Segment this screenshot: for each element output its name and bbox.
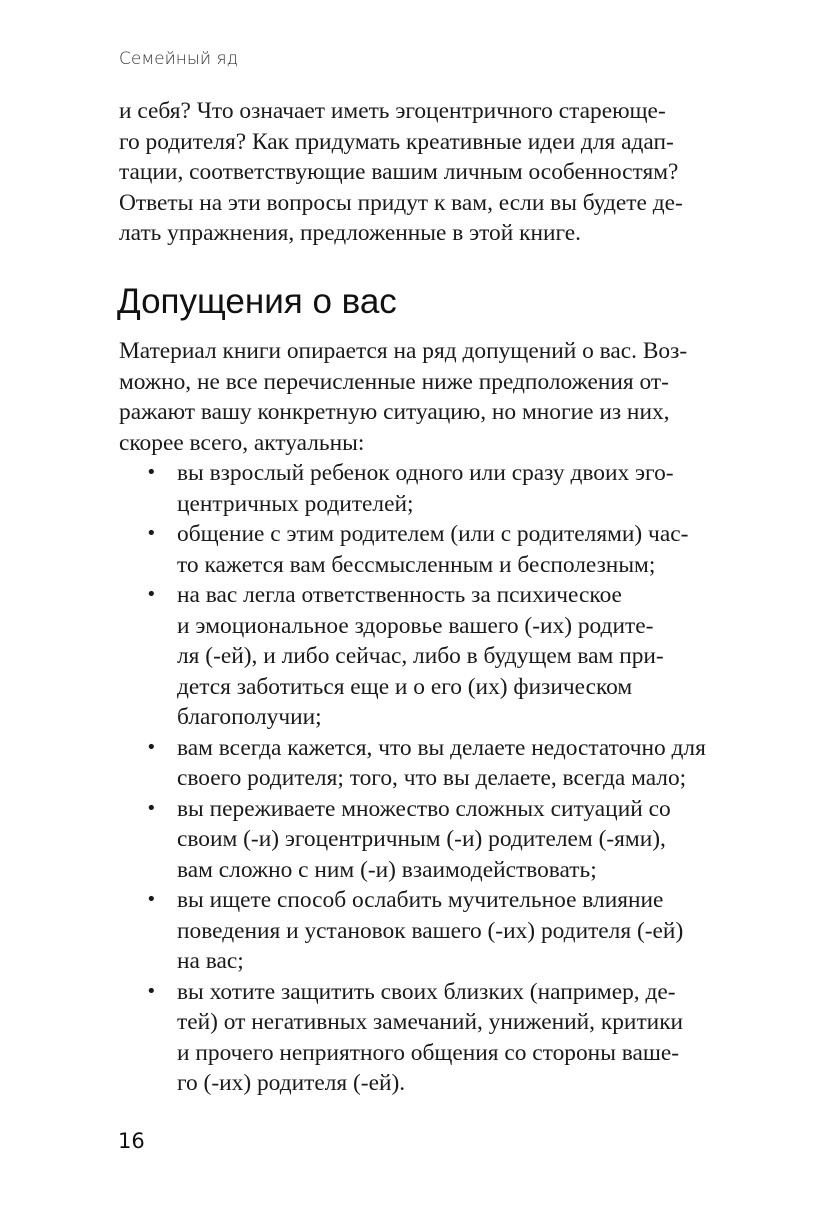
intro-line: тации, соответствующие вашим личным особенностям?: [119, 159, 679, 185]
list-item-line: своего родителя; того, что вы делаете, всегда мало;: [177, 765, 687, 791]
list-item-line: благополучии;: [177, 704, 322, 730]
list-item-line: то кажется вам бессмысленным и бесполезным;: [177, 552, 656, 578]
intro-line: го родителя? Как придумать креативные идеи для адап-: [119, 129, 674, 155]
bullet-marker: •: [146, 798, 157, 819]
bullet-marker: •: [146, 462, 157, 483]
paragraph-line: Материал книги опирается на ряд допущений о вас. Воз-: [119, 338, 688, 364]
list-item-line: дется заботиться еще и о его (их) физическом: [177, 674, 633, 700]
running-header: Семейный яд: [119, 49, 239, 69]
bullet-marker: •: [146, 737, 157, 758]
bullet-marker: •: [146, 981, 157, 1002]
paragraph-line: скорее всего, актуальны:: [119, 430, 365, 456]
list-item-line: поведения и установок вашего (-их) родителя (-ей): [177, 918, 684, 944]
list-item-line: центричных родителей;: [177, 491, 414, 517]
list-item-line: вы ищете способ ослабить мучительное влияние: [177, 887, 664, 913]
list-item-line: вы взрослый ребенок одного или сразу двоих эго-: [177, 460, 674, 486]
list-item-line: и эмоциональное здоровье вашего (-их) родите-: [177, 613, 654, 639]
list-item-line: тей) от негативных замечаний, унижений, критики: [177, 1009, 684, 1035]
paragraph-line: можно, не все перечисленные ниже предположения от-: [119, 369, 669, 395]
intro-line: лать упражнения, предложенные в этой книге.: [119, 220, 582, 246]
intro-line: и себя? Что означает иметь эгоцентричного стареюще-: [119, 98, 666, 124]
list-item-line: общение с этим родителем (или с родителями) час-: [177, 521, 689, 547]
list-item-line: своим (-и) эгоцентричным (-и) родителем (-ями),: [177, 826, 666, 852]
list-item-line: на вас;: [177, 948, 244, 974]
bullet-marker: •: [146, 584, 157, 605]
list-item-line: и прочего неприятного общения со стороны ваше-: [177, 1040, 680, 1066]
intro-line: Ответы на эти вопросы придут к вам, если вы будете де-: [119, 190, 683, 216]
section-title: Допущения о вас: [117, 282, 397, 321]
paragraph-line: ражают вашу конкретную ситуацию, но многие из них,: [119, 399, 670, 425]
page-number: 16: [118, 1129, 145, 1153]
bullet-marker: •: [146, 889, 157, 910]
list-item-line: вам всегда кажется, что вы делаете недостаточно для: [177, 735, 706, 761]
list-item-line: вы хотите защитить своих близких (например, де-: [177, 979, 676, 1005]
list-item-line: на вас легла ответственность за психическое: [177, 582, 622, 608]
list-item-line: вам сложно с ним (-и) взаимодействовать;: [177, 857, 597, 883]
list-item-line: ля (-ей), и либо сейчас, либо в будущем вам при-: [177, 643, 664, 669]
bullet-marker: •: [146, 523, 157, 544]
list-item-line: вы переживаете множество сложных ситуаций со: [177, 796, 671, 822]
list-item-line: го (-их) родителя (-ей).: [177, 1070, 406, 1096]
